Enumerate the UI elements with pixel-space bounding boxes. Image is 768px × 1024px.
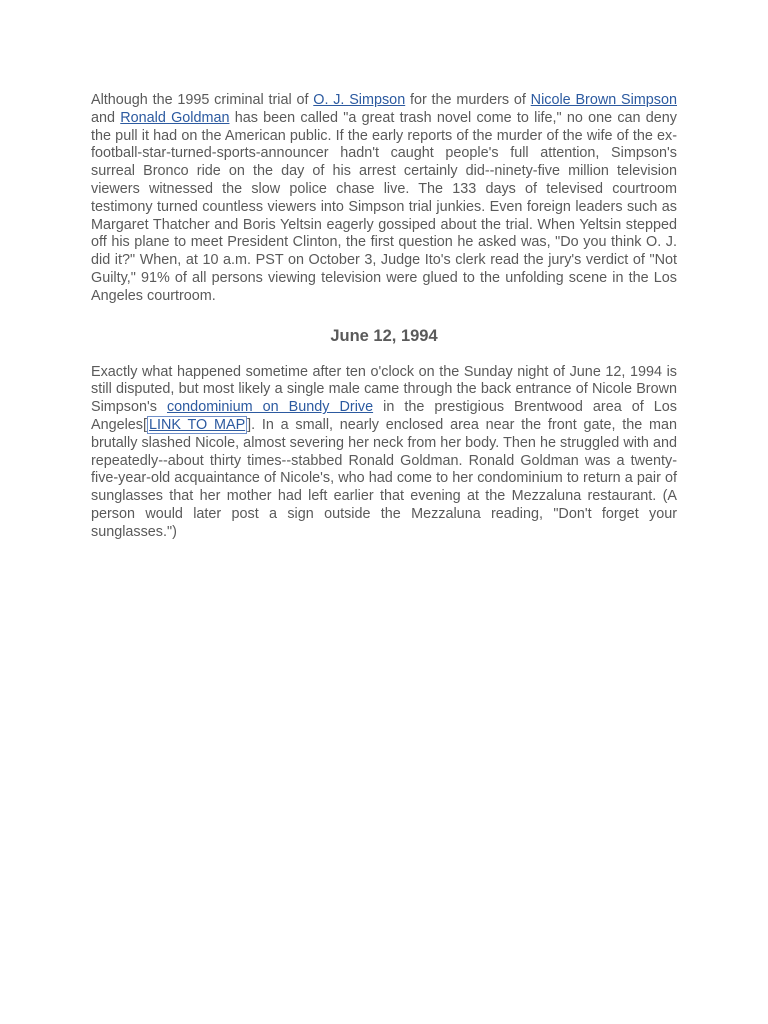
second-text-2: in the prestigious Brentwood area of Los Angeles[ xyxy=(91,399,677,433)
link-nicole-brown-simpson[interactable]: Nicole Brown Simpson xyxy=(530,92,677,108)
link-to-map[interactable]: LINK TO MAP xyxy=(149,416,246,433)
second-text-1: Exactly what happened sometime after ten o'clock on the Sunday night of June 12, 1994 is still disputed, but most likely a single male came through the back entrance of Nicole Brown Simpson's xyxy=(91,363,677,416)
section-heading: June 12, 1994 xyxy=(330,326,438,345)
intro-text-1: Although the 1995 criminal trial of xyxy=(91,92,314,108)
article-body xyxy=(91,92,677,542)
second-paragraph xyxy=(91,364,677,542)
link-oj-simpson[interactable]: O. J. Simpson xyxy=(313,92,406,108)
link-ronald-goldman[interactable]: Ronald Goldman xyxy=(120,109,230,126)
intro-text-3: and xyxy=(91,109,121,126)
intro-paragraph xyxy=(91,92,677,306)
second-text-3: ]. In a small, nearly enclosed area near the front gate, the man brutally slashed Nicole, almost severing her neck from her body. Then he struggled with and repeatedly--about thirty times--stabbed Ronald Goldman. Ronald Goldman was a twenty-five-year-old acquaintance of Nicole's, who had come to her condominium to return a pair of sunglasses that her mother had left earlier that evening at the Mezzaluna restaurant. (A person would later post a sign outside the Mezzaluna reading, "Don't forget your sunglasses.") xyxy=(91,416,677,540)
intro-text-4: has been called "a great trash novel come to life," no one can deny the pull it had on the American public. If the early reports of the murder of the wife of the ex-football-star-turned-sports-announcer hadn't caught people's full attention, Simpson's surreal Bronco ride on the day of his arrest certainly did--ninety-five million television viewers witnessed the slow police chase live. The 133 days of televised courtroom testimony turned countless viewers into Simpson trial junkies. Even foreign leaders such as Margaret Thatcher and Boris Yeltsin eagerly gossiped about the trial. When Yeltsin stepped off his plane to meet President Clinton, the first question he asked was, "Do you think O. J. did it?" When, at 10 a.m. PST on October 3, Judge Ito's clerk read the jury's verdict of "Not Guilty," 91% of all persons viewing television were glued to the unfolding scene in the Los Angeles courtroom. xyxy=(91,109,677,304)
link-condominium-bundy-drive[interactable]: condominium on Bundy Drive xyxy=(166,399,374,416)
intro-text-2: for the murders of xyxy=(405,92,531,108)
